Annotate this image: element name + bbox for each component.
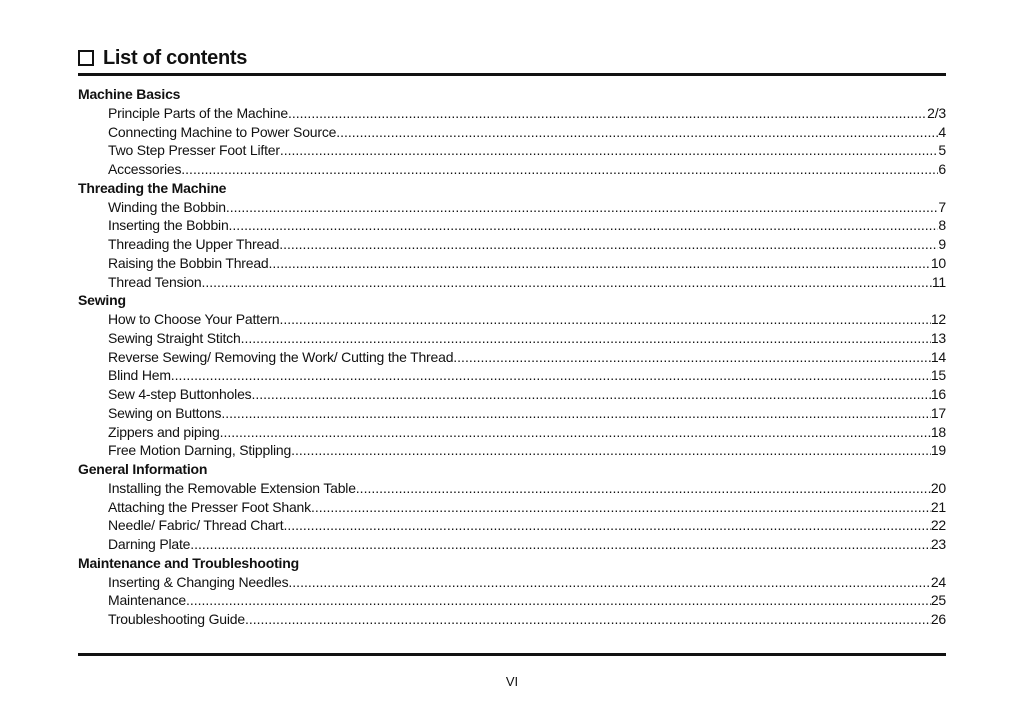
- toc-entry-page: 19: [930, 442, 946, 459]
- toc-entry: [78, 160, 946, 179]
- dot-leader: [190, 535, 931, 554]
- toc-entry: [78, 404, 946, 423]
- toc-entry: [78, 141, 946, 160]
- dot-leader: [356, 479, 931, 498]
- toc-entry: [78, 366, 946, 385]
- toc-entry-label: Raising the Bobbin Thread: [108, 254, 269, 271]
- dot-leader: [245, 610, 931, 629]
- dot-leader: [201, 273, 931, 292]
- dot-leader: [186, 591, 931, 610]
- toc-entry-page: 22: [930, 517, 946, 534]
- dot-leader: [279, 310, 930, 329]
- checkbox-square-icon: [78, 50, 94, 66]
- toc-entry: [78, 254, 946, 273]
- toc-entry-label: Free Motion Darning, Stippling: [108, 442, 292, 459]
- toc-entry-page: 17: [930, 404, 946, 421]
- table-of-contents: [78, 85, 946, 629]
- toc-entry: [78, 348, 946, 367]
- dot-leader: [288, 573, 930, 592]
- toc-entry: [78, 198, 946, 217]
- dot-leader: [453, 348, 931, 367]
- toc-entry-page: 5: [938, 142, 946, 159]
- dot-leader: [226, 198, 939, 217]
- toc-entry: [78, 235, 946, 254]
- toc-entry: [78, 273, 946, 292]
- toc-entry-page: 25: [930, 592, 946, 609]
- toc-entry-page: 8: [938, 217, 946, 234]
- toc-entry-page: 16: [930, 386, 946, 402]
- toc-entry-label: Winding the Bobbin: [108, 198, 226, 215]
- toc-entry-page: 7: [938, 198, 946, 215]
- toc-entry-page: 6: [938, 161, 946, 177]
- dot-leader: [251, 385, 930, 404]
- toc-entry: [78, 573, 946, 592]
- toc-entry-page: 20: [930, 479, 946, 496]
- toc-entry-page: 12: [930, 311, 946, 327]
- toc-entry-label: Maintenance: [108, 592, 186, 609]
- toc-entry-page: 2/3: [927, 104, 946, 121]
- toc-entry: [78, 535, 946, 554]
- dot-leader: [181, 160, 938, 179]
- dot-leader: [279, 235, 938, 254]
- toc-entry: [78, 591, 946, 610]
- toc-entry-label: Inserting & Changing Needles: [108, 573, 289, 590]
- toc-entry-label: Zippers and piping: [108, 423, 220, 440]
- toc-entry-label: Reverse Sewing/ Removing the Work/ Cutting the Thread: [108, 348, 454, 365]
- dot-leader: [220, 423, 931, 442]
- toc-entry: [78, 423, 946, 442]
- dot-leader: [311, 498, 931, 517]
- toc-entry: [78, 479, 946, 498]
- page-title: [78, 44, 247, 72]
- dot-leader: [221, 404, 930, 423]
- toc-entry-label: Inserting the Bobbin: [108, 217, 229, 234]
- toc-entry-page: 11: [931, 273, 946, 290]
- top-divider: [78, 73, 946, 76]
- toc-entry: [78, 385, 946, 404]
- page-number: VI: [505, 674, 519, 689]
- toc-entry-page: 24: [930, 573, 946, 590]
- toc-entry: [78, 123, 946, 142]
- section-heading: General Information: [78, 461, 208, 477]
- toc-entry-page: 18: [930, 423, 946, 440]
- toc-entry: [78, 310, 946, 329]
- toc-entry-label: Darning Plate: [108, 536, 191, 552]
- toc-entry: [78, 498, 946, 517]
- dot-leader: [229, 216, 939, 235]
- dot-leader: [171, 366, 931, 385]
- toc-entry-page: 23: [930, 536, 946, 552]
- section-heading: Threading the Machine: [78, 179, 227, 196]
- page-title-text: List of contents: [103, 46, 248, 69]
- section-heading: Machine Basics: [78, 86, 181, 102]
- toc-entry-label: Two Step Presser Foot Lifter: [108, 142, 280, 159]
- toc-entry-label: Troubleshooting Guide: [108, 611, 245, 627]
- toc-entry: [78, 516, 946, 535]
- toc-entry-page: 4: [938, 123, 946, 140]
- dot-leader: [241, 329, 931, 348]
- dot-leader: [280, 141, 939, 160]
- toc-entry: [78, 104, 946, 123]
- toc-entry-label: Accessories: [108, 161, 182, 177]
- toc-entry-label: Principle Parts of the Machine: [108, 104, 288, 121]
- toc-entry-page: 26: [930, 611, 946, 627]
- toc-entry-page: 9: [938, 236, 946, 252]
- dot-leader: [283, 516, 930, 535]
- dot-leader: [291, 441, 931, 460]
- section-heading: Sewing: [78, 292, 126, 309]
- toc-entry-page: 15: [930, 367, 946, 384]
- toc-entry: [78, 610, 946, 629]
- toc-entry: [78, 441, 946, 460]
- toc-entry-label: Sewing Straight Stitch: [108, 329, 241, 346]
- toc-entry-label: Thread Tension: [108, 273, 202, 290]
- dot-leader: [269, 254, 931, 273]
- toc-entry-label: Threading the Upper Thread: [108, 236, 280, 252]
- toc-entry: [78, 329, 946, 348]
- toc-entry-page: 10: [930, 254, 946, 271]
- toc-entry-page: 14: [930, 348, 946, 365]
- dot-leader: [288, 104, 927, 123]
- toc-entry-page: 13: [930, 329, 946, 346]
- toc-entry-label: How to Choose Your Pattern: [108, 311, 280, 327]
- section-heading: Maintenance and Troubleshooting: [78, 554, 299, 571]
- dot-leader: [336, 123, 938, 142]
- toc-entry-label: Blind Hem: [108, 367, 171, 384]
- toc-entry-label: Connecting Machine to Power Source: [108, 123, 337, 140]
- bottom-divider: [78, 653, 946, 656]
- toc-entry-label: Installing the Removable Extension Table: [108, 479, 356, 496]
- toc-entry-page: 21: [930, 498, 946, 515]
- toc-entry-label: Needle/ Fabric/ Thread Chart: [108, 517, 284, 534]
- toc-entry-label: Sewing on Buttons: [108, 404, 222, 421]
- toc-entry: [78, 216, 946, 235]
- toc-entry-label: Attaching the Presser Foot Shank: [108, 498, 311, 515]
- toc-entry-label: Sew 4-step Buttonholes: [108, 386, 252, 402]
